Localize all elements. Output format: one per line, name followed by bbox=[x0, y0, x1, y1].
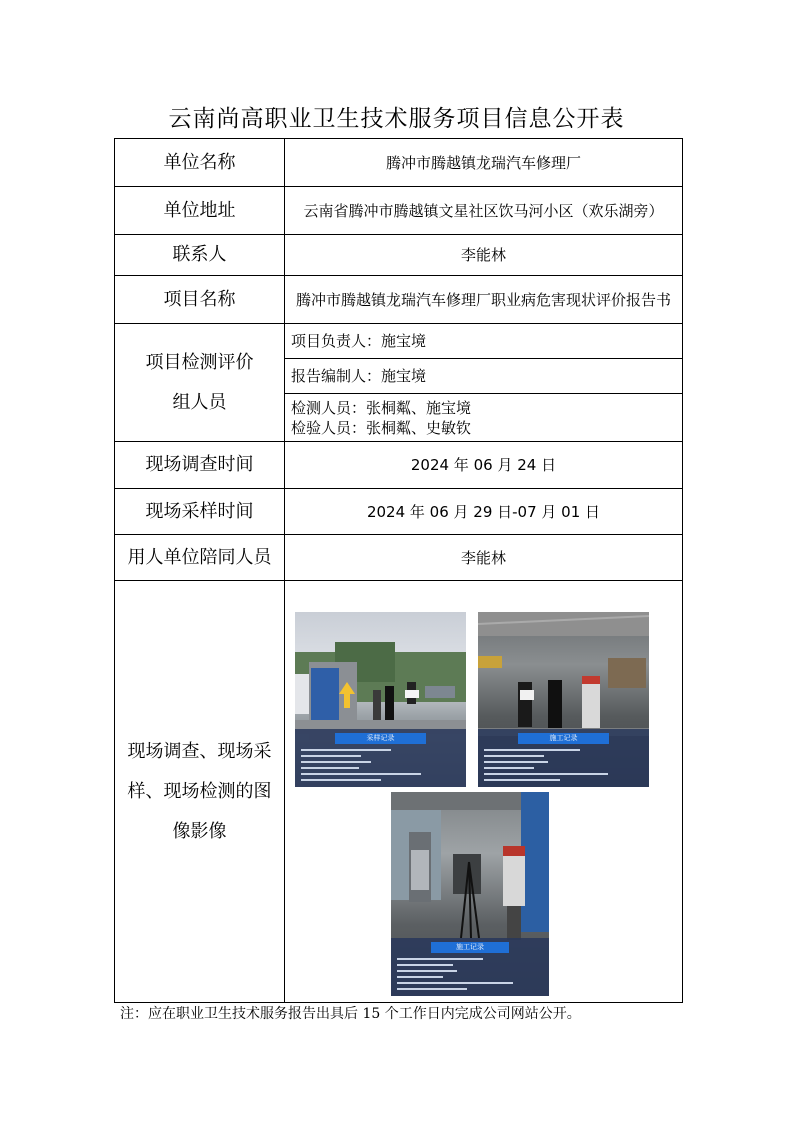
site-photo-2 bbox=[478, 612, 649, 787]
photo-3-caption-panel bbox=[391, 938, 549, 996]
images-label-line3: 像影像 bbox=[172, 820, 227, 842]
unit-address-label: 单位地址 bbox=[115, 187, 285, 235]
site-photo-1 bbox=[295, 612, 466, 787]
info-table bbox=[114, 138, 683, 1003]
report-compiler: 报告编制人：施宝境 bbox=[285, 359, 683, 394]
unit-address-value: 云南省腾冲市腾越镇文星社区饮马河小区（欢乐湖旁） bbox=[285, 187, 683, 235]
unit-name-value: 腾冲市腾越镇龙瑞汽车修理厂 bbox=[285, 139, 683, 187]
photo-area bbox=[285, 581, 682, 1002]
contact-label: 联系人 bbox=[115, 235, 285, 276]
personnel-label-line1: 项目检测评价 bbox=[145, 351, 254, 373]
sampling-time-label: 现场采样时间 bbox=[115, 489, 285, 535]
project-name-label: 项目名称 bbox=[115, 276, 285, 324]
footnote: 注：应在职业卫生技术服务报告出具后 15 个工作日内完成公司网站公开。 bbox=[120, 1006, 581, 1022]
photo-1-caption-panel bbox=[295, 729, 466, 787]
photo-2-caption-panel bbox=[478, 729, 649, 787]
accompany-label: 用人单位陪同人员 bbox=[115, 535, 285, 581]
images-label-line2: 样、现场检测的图 bbox=[127, 780, 272, 802]
contact-value: 李能林 bbox=[285, 235, 683, 276]
inspectors: 检验人员：张桐粼、史敏钦 bbox=[291, 418, 472, 437]
accompany-value: 李能林 bbox=[285, 535, 683, 581]
testers-cell bbox=[285, 394, 683, 442]
survey-time-label: 现场调查时间 bbox=[115, 442, 285, 489]
personnel-label bbox=[115, 324, 285, 442]
project-name-value: 腾冲市腾越镇龙瑞汽车修理厂职业病危害现状评价报告书 bbox=[285, 276, 683, 324]
site-photo-3 bbox=[391, 792, 549, 996]
photo-1-caption: 采样记录 bbox=[335, 733, 426, 744]
testers: 检测人员：张桐粼、施宝境 bbox=[291, 398, 472, 417]
project-leader: 项目负责人：施宝境 bbox=[285, 324, 683, 359]
personnel-label-line2: 组人员 bbox=[172, 391, 227, 413]
unit-name-label: 单位名称 bbox=[115, 139, 285, 187]
images-cell bbox=[285, 581, 683, 1003]
images-label bbox=[115, 581, 285, 1003]
page-title: 云南尚高职业卫生技术服务项目信息公开表 bbox=[168, 106, 625, 132]
images-label-line1: 现场调查、现场采 bbox=[127, 740, 272, 762]
photo-2-caption: 施工记录 bbox=[518, 733, 609, 744]
photo-3-caption: 施工记录 bbox=[431, 942, 509, 953]
sampling-time-value: 2024 年 06 月 29 日-07 月 01 日 bbox=[285, 489, 683, 535]
survey-time-value: 2024 年 06 月 24 日 bbox=[285, 442, 683, 489]
